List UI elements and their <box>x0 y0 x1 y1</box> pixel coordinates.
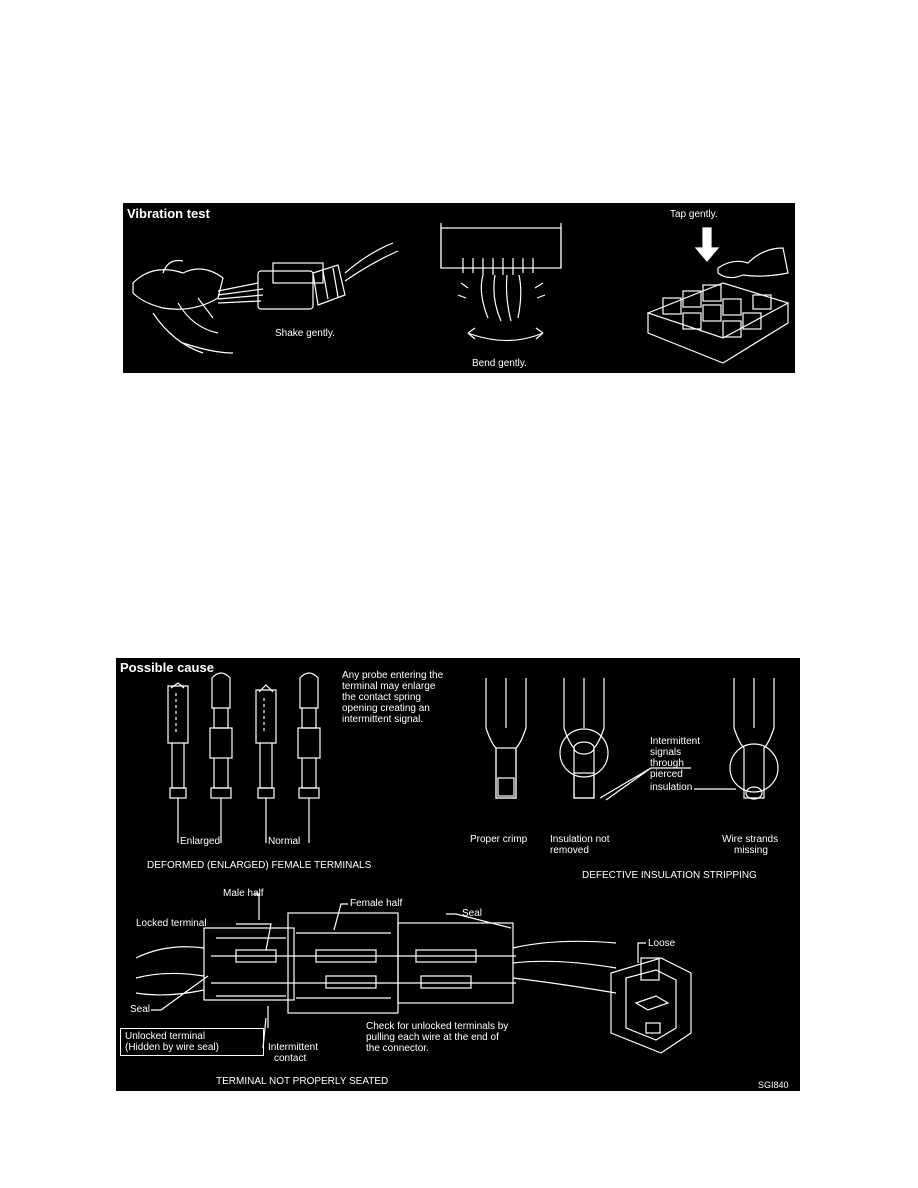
probe-note-line-4: opening creating an <box>342 703 430 714</box>
possible-cause-figure <box>116 658 800 1091</box>
loose-label: Loose <box>648 938 676 949</box>
vibration-test-figure <box>123 203 795 373</box>
intermittent-signals-label-3: through <box>650 758 684 769</box>
intermittent-contact-label-2: contact <box>274 1053 307 1064</box>
insulation-not-removed-terminal <box>560 678 608 798</box>
insulation-not-removed-label-2: removed <box>550 845 589 856</box>
intermittent-signals-label-5: insulation <box>650 782 693 793</box>
male-half-label: Male half <box>223 888 264 899</box>
seal-left-label: Seal <box>130 1004 151 1015</box>
unlocked-terminal-label-2: (Hidden by wire seal) <box>125 1042 219 1053</box>
unlocked-terminal-callout <box>120 1028 264 1056</box>
locked-terminal-label: Locked terminal <box>136 918 207 929</box>
intermittent-signals-label-4: pierced <box>650 769 683 780</box>
probe-note-line-2: terminal may enlarge <box>342 681 436 692</box>
terminal-normal <box>298 673 320 843</box>
check-note-line-3: the connector. <box>366 1043 429 1054</box>
intermittent-contact-label-1: Intermittent <box>268 1042 319 1053</box>
terminal-enlarged-probe <box>168 683 188 843</box>
probe-note-line-3: the contact spring <box>342 692 421 703</box>
terminal-enlarged-normal <box>210 673 232 843</box>
intermittent-signals-label-1: Intermittent <box>650 736 701 747</box>
seal-right-label: Seal <box>462 908 483 919</box>
unlocked-terminal-label-1: Unlocked terminal <box>125 1031 206 1042</box>
shake-gently-label: Shake gently. <box>275 328 335 339</box>
tap-gently-label: Tap gently. <box>670 209 718 220</box>
loose-relay <box>611 958 691 1053</box>
stripping-caption: DEFECTIVE INSULATION STRIPPING <box>582 870 757 881</box>
female-half-label: Female half <box>350 898 403 909</box>
enlarged-label: Enlarged <box>180 836 221 847</box>
proper-crimp-label: Proper crimp <box>470 834 528 845</box>
terminal-normal-probe <box>256 685 276 843</box>
insulation-not-removed-label-1: Insulation not <box>550 834 610 845</box>
vibration-test-illustration <box>123 203 795 373</box>
wire-strands-missing-terminal <box>730 678 778 799</box>
possible-cause-title: Possible cause <box>120 660 214 675</box>
vibration-test-title: Vibration test <box>127 206 210 221</box>
probe-note-line-5: intermittent signal. <box>342 714 424 725</box>
figure-code: SGI840 <box>758 1080 789 1090</box>
wire-strands-missing-label-2: missing <box>734 845 768 856</box>
wire-strands-missing-label-1: Wire strands <box>722 834 779 845</box>
seated-caption: TERMINAL NOT PROPERLY SEATED <box>216 1076 389 1087</box>
check-note-line-1: Check for unlocked terminals by <box>366 1021 509 1032</box>
probe-note-line-1: Any probe entering the <box>342 670 444 681</box>
deformed-terminals-caption: DEFORMED (ENLARGED) FEMALE TERMINALS <box>147 860 372 871</box>
bend-gently-label: Bend gently. <box>472 358 527 369</box>
check-note-line-2: pulling each wire at the end of <box>366 1032 499 1043</box>
connector-cross-section <box>136 913 616 1013</box>
proper-crimp-terminal <box>486 678 526 798</box>
normal-label: Normal <box>268 836 301 847</box>
intermittent-signals-label-2: signals <box>650 747 682 758</box>
